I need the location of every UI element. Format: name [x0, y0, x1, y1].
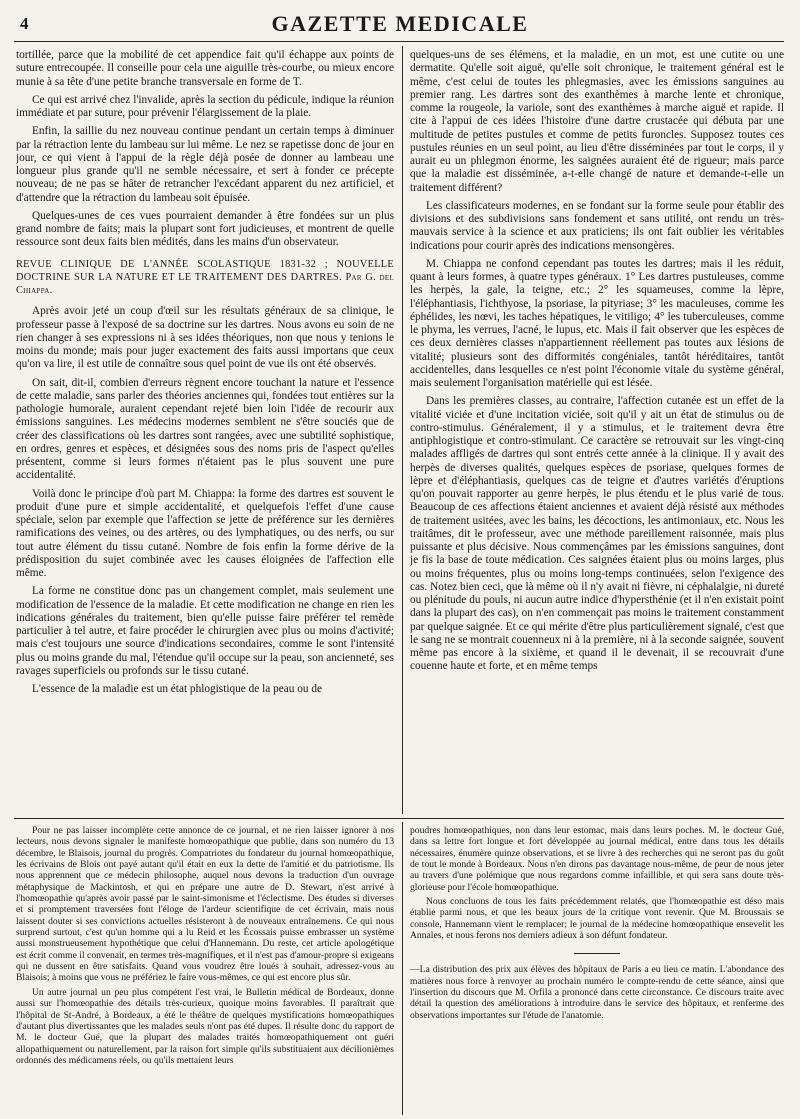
feuilleton-rule [14, 818, 784, 819]
right-paragraph: Les classificateurs modernes, en se fondant sur la forme seule pour établir des divisions et des subdivisions sans fondement et sans utilité, ont rendu un très-mauvais service à la science et aux praticiens; ils ont fait oublier les véritables indications pour courir après des indications mensongères. [410, 199, 784, 252]
page-number: 4 [20, 14, 29, 33]
column-divider [402, 822, 403, 1115]
left-paragraph: La forme ne constitue donc pas un changement complet, mais seulement une modification de l'essence de la maladie. Et cette modification ne change en rien les indications générales du traitement, bien qu'elle puisse faire préférer tel remède particulier à tel autre, et faire procéder le chirurgien avec plus ou moins d'activité; mais c'est toujours une source d'indications secondaires, comme le sont l'intensité plus ou moins grande du mal, l'étendue qu'il occupe sur la peau, son ancienneté, ses ravages superficiels ou profonds sur le tissu cutané. [16, 585, 394, 677]
feuilleton-paragraph: poudres homœopathiques, non dans leur estomac, mais dans leurs poches. M. le docteur Gué, dans sa lettre fort longue et fort développée au journal médical, entre dans tous les détails nécessaires, énumère quinze observations, et se livre à des recherches qui ne seront pas du goût de tout le monde à Bordeaux. Nous n'en dirons pas davantage nous-même, de peur de nous jeter au travers d'une polémique que nous regardons comme infaillible, et qui sera sans doute très-glorieuse pour l'école homœopathique. [410, 825, 784, 893]
feuilleton-paragraph: Pour ne pas laisser incomplète cette annonce de ce journal, et ne rien laisser ignorer à nos lecteurs, nous devons signaler le manifeste homœopathique que publie, dans son numéro du 13 décembre, le Blaisois, journal du progrès. Compatriotes du fondateur du journal homœopathique, les écrivains de Blois ont payé autant qu'il était en eux la dette de l'amitié et du patriotisme. Ils nous apprennent que ce médecin philosophe, auquel nous devons la traduction d'un ouvrage métaphysique de Mackintosh, et qui en prépare une autre de D. Stewart, n'est arrivé à l'homœopathie qu'après avoir passé par le saint-simonisme et l'éclectisme. Des études si diverses et si promptement traversées font l'éloge de l'ardeur scientifique de cet écrivain, mais nous laissent douter si ses convictions actuelles résisteront à de nouveaux entraînemens. Ce qui nous surprend surtout, c'est qu'un homme qui a lu Reid et les Écossais puisse embrasser un système aussi monstrueusement hypothétique que celui d'Hannemann. Du reste, cet article apologétique est écrit comme il convenait, en termes très-magnifiques, et il n'est pas d'amour-propre si exigeans qui ne dussent en être satisfaits. Quand vous voudrez être loués à souhait, adressez-vous au Blaisois; à moins que vous ne préfériez le faire vous-mêmes, ce qui est encore plus sûr. [16, 825, 394, 984]
short-divider [574, 953, 620, 954]
left-paragraph: Ce qui est arrivé chez l'invalide, après la section du pédicule, indique la réunion immédiate et par suture, pour prévenir l'élargissement de la plaie. [16, 93, 394, 119]
masthead-title: GAZETTE MEDICALE [271, 11, 529, 36]
bottom-left-column [16, 825, 394, 1115]
header-rule [14, 41, 784, 42]
left-paragraph: Voilà donc le principe d'où part M. Chiappa: la forme des dartres est souvent le produit d'une pure et simple accidentalité, et quelquefois l'effet d'une cause spéciale, selon par exemple que l'affection se jette de préférence sur les dernières ramifications des veines, ou des artères, ou des lymphatiques, ou des nerfs, ou sur tout autre élément du tissu cutané. Nombre de fois enfin la forme dérive de la prédisposition du sujet combinée avec les causes éloignées de l'affection elle même. [16, 487, 394, 579]
left-paragraph: Quelques-unes de ces vues pourraient demander à être fondées sur un plus grand nombre de faits; mais la plupart sont fort judicieuses, et montrent de quelle ressource sont deux faits bien médités, dans les mains d'un observateur. [16, 209, 394, 249]
right-paragraph: Dans les premières classes, au contraire, l'affection cutanée est un effet de la vitalité viciée et d'une incitation viciée, soit qu'il y ait un état de stimulus ou de contro-stimulus. Généralement, il y a stimulus, et le traitement devra être antiphlogistique et contro-stimulant. Ce caractère se retrouvait sur les vingt-cinq malades affligés de dartres qui sont entrés cette année à la clinique. Il y avait des herpès de diverses qualités, quelques espèces de psoriase, quelques formes de lèpre et d'éléphantiasis, quelques cas de teigne et d'autres variétés d'éruptions qu'on pouvait rapporter au genre herpès, le plus étendu et le plus varié de tous. Beaucoup de ces affections étaient anciennes et avaient déjà résisté aux méthodes de traitement usitées, avec les bains, les décoctions, les antimoniaux, etc. Nous les traitâmes, dit le professeur, avec une méthode pareillement raisonnée, mais plus puissante et plus décisive. Nous commençâmes par les émissions sanguines, dont je fis la base de toute médication. Ces saignées étaient plus ou moins larges, plus ou moins fréquentes, plus ou moins long-temps continuées, selon l'exigence des cas. Notez bien ceci, que là même où il n'y avait ni fièvre, ni céphalalgie, ni dureté ou plénitude du pouls, ni aucun autre indice d'hypersthénie (et il n'en existait point dans la plupart des cas), on n'en commençait pas moins le traitement constamment par quelque saignée. Et ce qui mérite d'être plus particulièrement signalé, c'est que le sang ne se montrait couenneux ni à la première, ni à la seconde saignée, souvent même pas encore à la sixième, et quand il le devenait, il se recouvrait d'une couenne haute et forte, et en même temps [410, 395, 784, 673]
left-paragraph: Enfin, la saillie du nez nouveau continue pendant un certain temps à diminuer par la rétraction lente du lambeau sur lui même. Le nez se rapetisse donc de jour en jour, ce qui vient à l'appui de la règle déjà posée de donner au lambeau une longueur plus grande qu'il ne semble nécessaire, et sert à fonder ce précepte nouveau; de ne pas se hâter de retrancher l'excédant apparent du nez artificiel, et d'attendre que la rétraction du lambeau soit épuisée. [16, 125, 394, 204]
feuilleton-paragraph: Nous concluons de tous les faits précédemment relatés, que l'homœopathie est déso mais établie parmi nous, et que les beaux jours de la critique vont revenir. Que M. Broussais se console, Hannemann vient le remplacer; le journal de la médecine homœopathique ensevelit les Annales, et nous ferons nos derniers adieux à son défunt fondateur. [410, 896, 784, 942]
left-column [16, 49, 394, 813]
column-divider [402, 46, 403, 814]
left-paragraph: tortillée, parce que la mobilité de cet appendice fait qu'il échappe aux points de suture entrecoupée. Il conseille pour cela une aiguille très-courbe, ou mieux encore munie à sa tête d'une petite branche transversale en forme de T. [16, 49, 394, 88]
section-heading: REVUE CLINIQUE DE L'ANNÉE SCOLASTIQUE 1831-32 ; NOUVELLE DOCTRINE SUR LA NATURE ET LE TRAITEMENT DES DARTRES. Par G. del Chiappa. [16, 258, 394, 296]
left-paragraph: Après avoir jeté un coup d'œil sur les résultats généraux de sa clinique, le professeur passe à l'exposé de sa doctrine sur les dartres. Nous avons eu soin de ne rien changer à ses expressions ni à ses idées théoriques, non que nous y tenions le moins du monde; mais pour juger exactement des faits aussi importans que ceux qu'on va lire, il est utile de connaître sous quel point de vue ils ont été observés. [16, 305, 394, 371]
left-paragraph: On sait, dit-il, combien d'erreurs règnent encore touchant la nature et l'essence de cette maladie, sans parler des théories anciennes qui, fondées tout entières sur la pathologie humorale, auraient cependant rejeté bien loin l'idée de recourir aux émissions sanguines. Les médecins modernes semblent ne s'être souciés que de créer des classifications où les dartres sont rangées, avec une subtilité sophistique, en ordres, genres et espèces, et désignées sous des noms pris de l'aspect qu'elles présentent, comme si leurs formes n'étaient pas le plus souvent une pure accidentalité. [16, 376, 394, 482]
bottom-right-column [410, 825, 784, 1115]
right-column [410, 49, 784, 813]
left-paragraph: L'essence de la maladie est un état phlogistique de la peau ou de [32, 683, 323, 695]
feuilleton-paragraph: Un autre journal un peu plus compétent l'est vrai, le Bulletin médical de Bordeaux, donne aussi sur l'homœopathie des détails très-curieux, quoique moins favorables. Il paraîtrait que l'hôpital de St-André, à Bordeaux, a été le théâtre de quelques mystifications homœopathiques d'autant plus divertissantes que les malades seuls n'ont pas été dupes. Il résulte donc du rapport de M. le docteur Gué, que la plupart des malades traités homœopathiquement ont guéri allopathiquement ou naturellement, par la raison fort simple qu'ils substituaient aux décilionièmes ordonnés des médicamens réels, ou qu'ils mettaient leurs [16, 986, 394, 1066]
news-item: —La distribution des prix aux élèves des hôpitaux de Paris a eu lieu ce matin. L'abondance des matières nous force à renvoyer au prochain numéro le compte-rendu de cette séance, ainsi que l'insertion du discours que M. Orfila a prononcé dans cette circonstance. Ce discours traite avec détail la question des améliorations à introduire dans le service des hôpitaux, et renferme des observations importantes sur l'étude de l'anatomie. [410, 964, 784, 1021]
right-paragraph: quelques-uns de ses élémens, et la maladie, en un mot, est une cutite ou une dermatite. Qu'elle soit aiguë, qu'elle soit chronique, le traitement général est le même, c'est celui de toutes les phlegmasies, avec les émissions sanguines au premier rang. Les dartres sont des exanthèmes à marche lente et chronique, comme la rougeole, la variole, sont des exanthèmes à marche aiguë et rapide. Il cite à l'appui de ces idées l'histoire d'une dartre crustacée qui débuta par une multitude de petites pustules et comme de petits furoncles. Supposez toutes ces pustules réunies en un seul point, au lieu d'être disséminées par tout le corps, il y aurait eu un phlegmon énorme, les saignées auraient été de rigueur; mais parce que la maladie est disséminée, a-t-elle changé de nature et demande-t-elle un traitement différent? [410, 49, 784, 194]
right-paragraph: M. Chiappa ne confond cependant pas toutes les dartres; mais il les réduit, quant à leurs formes, à quatre types généraux. 1° Les dartres pustuleuses, comme les herpès, la gale, la teigne, etc.; 2° les squameuses, comme la lèpre, l'éléphantiasis, l'ichthyose, la psoriase, la pityriase; 3° les maculeuses, comme les éphélides, les nœvi, les taches hépatiques, le vitiligo; 4° les tuberculeuses, comme le phyma, les verrues, l'acné, le lupus, etc. Mais il fait observer que les espèces de ces deux dernières classes n'appartiennent réellement pas toutes aux lésions de vitalité; plusieurs sont des difformités congéniales, tantôt héréditaires, tantôt accidentelles, dans lesquelles ce n'est point l'économie vitale du système général, mais seulement l'organisation matérielle qui est lésée. [410, 257, 784, 389]
